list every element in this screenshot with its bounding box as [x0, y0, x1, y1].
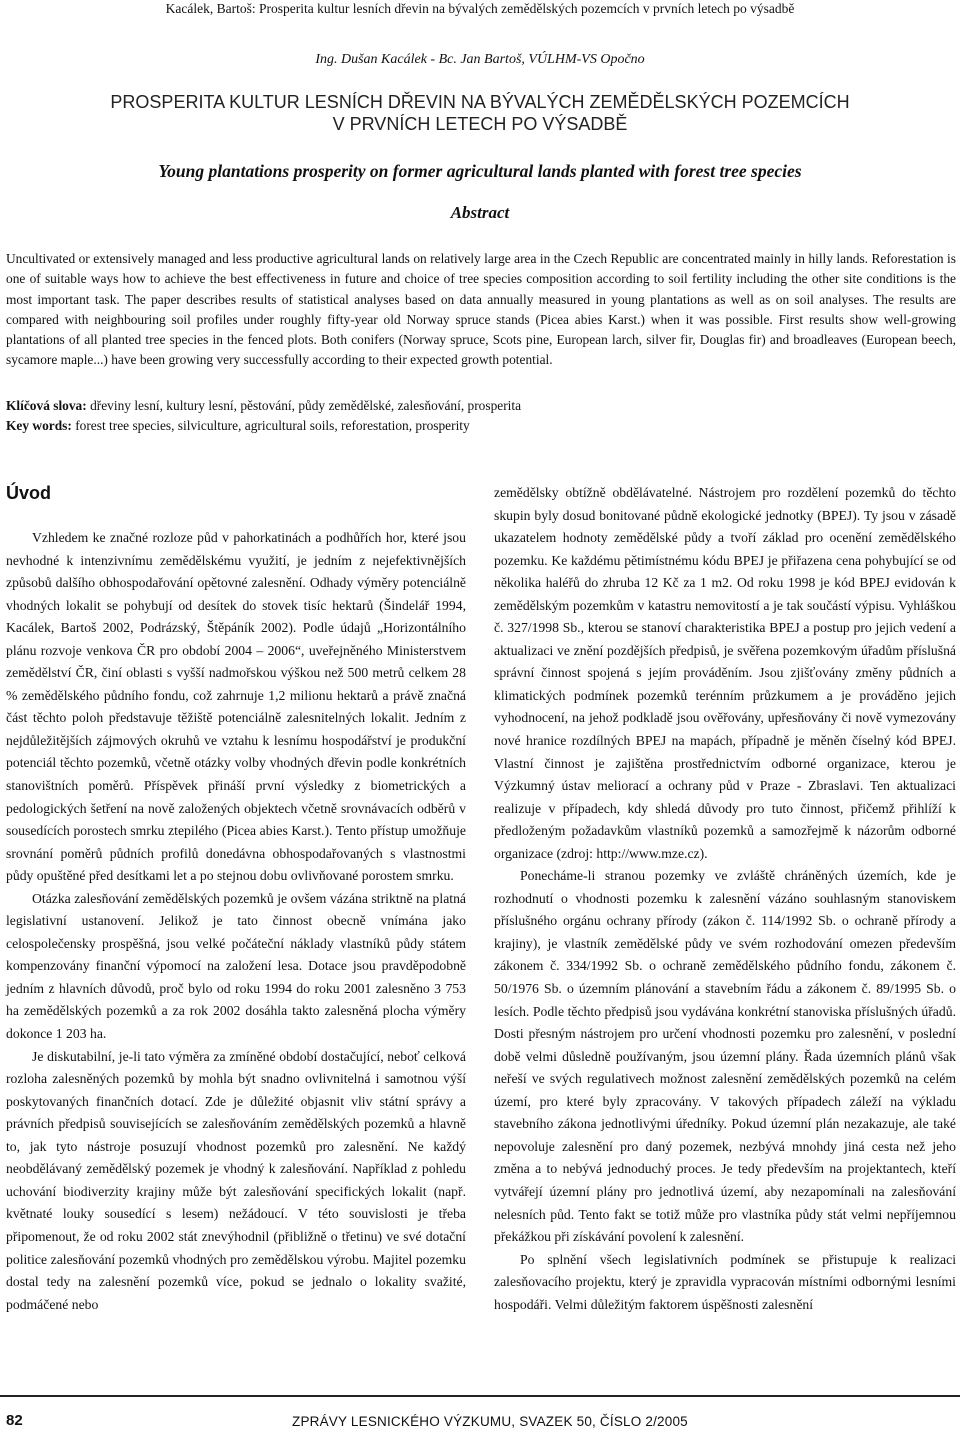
paragraph: Otázka zalesňování zemědělských pozemků je ovšem vázána striktně na platná legislativní ustanovení. Jelikož je tato činnost obecně vnímána jako celospolečensky prospěšná, jsou velké počáteční náklady vlastníků půdy státem kompenzovány finanční výpomocí na založení lesa. Dotace jsou pravděpodobně jedním z hlavních důvodů, proč bylo od roku 1994 do roku 2001 zalesněno 3 753 ha zemědělských pozemků a za rok 2002 dosáhla takto zalesněná plocha výměry dokonce 1 203 ha.	[6, 890, 466, 1042]
keywords-english	[6, 416, 956, 436]
journal-name: ZPRÁVY LESNICKÉHO VÝZKUMU, SVAZEK 50, ČÍSLO 2/2005	[292, 1414, 688, 1429]
abstract-heading: Abstract	[450, 203, 510, 222]
abstract-text: Uncultivated or extensively managed and less productive agricultural lands on relatively large area in the Czech Republic are concentrated mainly in hilly lands. Reforestation is one of suitable ways how to achieve the best effectiveness in future and choice of tree species composition according to soil fertility including the other site conditions is the most important task. The paper describes results of statistical analyses based on data annually measured in young plantations as well as on soil analyses. The results are compared with neighbouring soil profiles under roughly fifty-year old Norway spruce stands (Picea abies Karst.) when it was possible. First results show well-growing plantations of all planted tree species in the fenced plots. Both conifers (Norway spruce, Scots pine, European larch, silver fir, Douglas fir) and broadleaves (European beech, sycamore maple...) have been growing very successfully according to their expected growth potential.	[6, 251, 956, 368]
english-subtitle: Young plantations prosperity on former agricultural lands planted with forest tree species	[158, 161, 802, 181]
page-number: 82	[6, 1412, 23, 1429]
running-header: Kacálek, Bartoš: Prosperita kultur lesních dřevin na bývalých zemědělských pozemcích v prvních letech po výsadbě	[165, 1, 795, 16]
keywords-block	[6, 396, 956, 436]
title-line-1: PROSPERITA KULTUR LESNÍCH DŘEVIN NA BÝVALÝCH ZEMĚDĚLSKÝCH POZEMCÍCH	[110, 92, 850, 112]
section-heading-uvod: Úvod	[6, 483, 51, 503]
keywords-czech-text: dřeviny lesní, kultury lesní, pěstování, půdy zemědělské, zalesňování, prosperita	[86, 398, 522, 413]
paragraph: Ponecháme-li stranou pozemky ve zvláště chráněných územích, kde je rozhodnutí o vhodnosti pozemku k zalesnění vázáno souhlasným stanoviskem příslušného orgánu ochrany přírody (zákon č. 114/1992 Sb. o ochraně přírody a krajiny), je vlastník zemědělské půdy ve svém rozhodování omezen především zákonem č. 334/1992 Sb. o ochraně zemědělského půdního fondu, zákonem č. 50/1976 Sb. o územním plánování a stavebním řádu a zákonem č. 89/1995 Sb. o lesích. Podle těchto předpisů jsou vydávána konkrétní stanoviska příslušných úřadů. Dosti přesným nástrojem pro určení vhodnosti pozemku pro zalesnění, v poslední době velmi důsledně používaným, jsou územní plány. Řada územních plánů však neřeší ve svých regulativech možnost zalesnění zemědělských pozemků na celém území, pro které byly zpracovány. V takových případech záleží na výkladu stavebního zákona jednotlivými úředníky. Pokud územní plán nezakazuje, ale také nepovoluje zalesnění pro daný pozemek, nezbývá mnohdy jiná cesta než jeho změna a to nebývá jednoduchý proces. Je tedy především na projektantech, kteří vytvářejí územní plány pro jednotlivá území, aby nezapomínali na zalesňování nelesních půd. Tento fakt se totiž může pro vlastníka půdy stát velmi nepříjemnou překážkou při získávání povolení k zalesnění.	[494, 868, 956, 1245]
footer-rule	[0, 1395, 960, 1397]
keywords-czech	[6, 396, 956, 416]
keywords-english-label: Key words:	[6, 418, 72, 433]
left-column	[6, 527, 466, 1316]
paragraph: zemědělsky obtížně obdělávatelné. Nástrojem pro rozdělení pozemků do těchto skupin byly dosud bonitované půdně ekologické jednotky (BPEJ). Ty jsou v zásadě ukazatelem hodnoty zemědělské půdy a tvoří základ pro ocenění zemědělského pozemku. Ke každému pětimístnému kódu BPEJ je přiřazena cena pohybující se od několika haléřů do zhruba 12 Kč za 1 m2. Od roku 1998 je kód BPEJ evidován k zemědělským pozemkům v katastru nemovitostí a je tak součástí výpisu. Vyhláškou č. 327/1998 Sb., kterou se stanoví charakteristika BPEJ a postup pro jejich vedení a aktualizaci ve znění pozdějších předpisů, je svěřena pozemkovým úřadům příslušná správní činnost spojená s jejím prováděním. Jsou zjišťovány změny půdních a klimatických podmínek pozemků terénním průzkumem a je prováděno jejich vyhodnocení, na jehož podkladě jsou ověřovány, upřesňovány či nově vymezovány nové hranice rozdílných BPEJ na mapách, případně je měněn číselný kód BPEJ. Vlastní činnost je zajištěna prostřednictvím odborné organizace, kterou je Výzkumný ústav meliorací a ochrany půd v Praze - Zbraslavi. Ten aktualizaci realizuje v případech, kdy shledá důvody pro tuto činnost, přičemž přihlíží k předloženým požadavkům vlastníků pozemků a samozřejmě k názorům odborné organizace (zdroj: http://www.mze.cz).	[494, 485, 956, 861]
paragraph: Po splnění všech legislativních podmínek se přistupuje k realizaci zalesňovacího projektu, který je zpravidla vypracován místními odbornými lesními hospodáři. Velmi důležitým faktorem úspěšnosti zalesnění	[494, 1251, 956, 1312]
paragraph: Vzhledem ke značné rozloze půd v pahorkatinách a podhůřích hor, které jsou nevhodné k intenzivnímu zemědělskému využití, je jedním z nejefektivnějších způsobů dalšího obhospodařování opětovné zalesnění. Odhady výměry potenciálně vhodných lokalit se pohybují od desítek do stovek tisíc hektarů (Šindelář 1994, Kacálek, Bartoš 2002, Podrázský, Štěpáník 2002). Podle údajů „Horizontálního plánu rozvoje venkova ČR pro období 2004 – 2006“, uveřejněného Ministerstvem zemědělství ČR, činí oblasti s vyšší nadmořskou výškou než 500 metrů celkem 28 % zemědělského půdního fondu, což zahrnuje 1,2 milionu hektarů a právě značná část těchto poloh představuje těžiště potenciálně zalesnitelných lokalit. Jedním z nejdůležitějších zájmových okruhů ve vztahu k lesnímu hospodářství je produkční potenciál těchto pozemků, včetně otázky volby vhodných dřevin podle konkrétních stanovištních poměrů. Příspěvek přináší první výsledky z biometrických a pedologických šetření na nově založených objektech včetně srovnávacích odběrů v sousedících porostech smrku ztepilého (Picea abies Karst.). Tento přístup umožňuje srovnání poměrů půdních profilů donedávna obhospodařovaných s vlastnostmi půdy opuštěné před desítkami let a po stejnou dobu ovlivňované porostem smrku.	[6, 530, 466, 884]
paper-title	[40, 91, 920, 135]
title-line-2: V PRVNÍCH LETECH PO VÝSADBĚ	[332, 114, 628, 134]
keywords-english-text: forest tree species, silviculture, agricultural soils, reforestation, prosperity	[71, 418, 470, 433]
keywords-czech-label: Klíčová slova:	[6, 398, 87, 413]
right-column	[494, 482, 956, 1316]
paragraph: Je diskutabilní, je-li tato výměra za zmíněné období dostačující, neboť celková rozloha zalesněných pozemků by mohla být snadno ovlivnitelná i samotnou výší poskytovaných finančních dotací. Zde je důležité objasnit vliv státní správy a právních předpisů souvisejících se zalesňováním zemědělských pozemků a hlavně to, jak tyto nástroje posuzují vhodnost pozemků pro zalesnění. Ne každý neobdělávaný zemědělský pozemek je vhodný k zalesňování. Například z pohledu uchování biodiverzity krajiny může být zalesňování specifických lokalit (např. květnaté louky sousedící s lesem) nežádoucí. V této souvislosti je třeba připomenout, že od roku 2002 stát znevýhodnil (přibližně o třetinu) ve své dotační politice zalesňování pozemků vhodných pro zemědělskou výrobu. Majitel pozemku dostal tedy na zalesnění pozemků více, pokud se jednalo o lokality svažité, podmáčené nebo	[6, 1048, 466, 1312]
authors: Ing. Dušan Kacálek - Bc. Jan Bartoš, VÚLHM-VS Opočno	[315, 52, 645, 67]
